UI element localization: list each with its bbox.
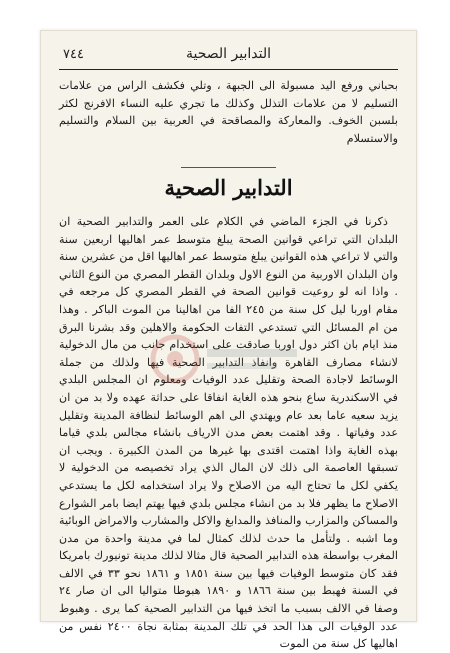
document-page [40,30,417,651]
section-divider [181,167,276,168]
main-paragraph: ذكرنا في الجزء الماضي في الكلام على العمر والتدابير الصحية ان البلدان التي تراعي قوانين الصحة يبلغ متوسط عمر اهاليها اربعين سنة والتي لا تراعي هذه القوانين يبلغ متوسط عمر اهاليها اقل من عشرين سنة وان البلدان الاوربية من النوع الاول وبلدان القطر المصري من النوع الثاني . واذا انه لو روعيت قوانين الصحة في القطر المصري كل مرجعه في مقام اوربا ليل كل سنة من ٢٤٥ الفا من اهالينا من الموت الباكر . وهذا من ام المسائل التي تستدعي التفات الحكومة والاهلين وقد بشرنا البرق منذ ايام بان اكثر دول اوربا صادقت على استخدام جانب من مال الدخولية لانشاء مصارف القاهرة وانفاذ التدابير الصحية فيها ولذلك من جملة الوسائط لاجادة الصحة وتقليل عدد الوفيات ومعلوم ان المجلس البلدي في الاسكندرية ساع بنحو هذه الغاية انفاقا على حداثة عهده ولا بد من ان يزيد سعيه عاما بعد عام ويهتدي الى اهم الوسائط لنظافة المدينة وتقليل عدد وفياتها . وقد اهتمت بعض مدن الارياف بانشاء مجالس بلدي قياما بهذه الغاية واذا اهتمت اقتدى بها غيرها من المدن الكبيرة . ويجب ان تسبقها العاصمة الى ذلك لان المال الذي يراد تخصيصه من الدخولية لا يكفي لكل ما تحتاج اليه من الاصلاح ولا يراد استخدامه لكل ما يستدعي الاصلاح ما يظهر فلا بد من انشاء مجلس بلدي فيها يهتم ايضا بامر الشوارع والمساكن والمزارب والمنافذ والمدابغ والاكل والمشارب والامراض الوبائية وما اشبه . ولتأمل ما حدث لذلك كمثال لما في مدينة واحدة من مدن المغرب بواسطة هذه التدابير الصحية قال مثالا لذلك مدينة تونيورك بامريكا فقد كان متوسط الوفيات فيها بين سنة ١٨٥١ و ١٨٦١ نحو ٣٣ في الالف في السنة فهبط بين سنة ١٨٦٦ و ١٨٩٠ هبوطا متواليا الى ان صار ٢٤ وصفا في الالف بسبب ما اتخذ فيها من التدابير الصحية كما يرى . وهبوط عدد الوفيات الى هذا الحد في تلك المدينة بمثابة نجاة ٢٤٠٠ نفس من اهاليها كل سنة من الموت [59,215,399,651]
section-heading: التدابير الصحية [164,175,293,200]
page-header [59,43,398,70]
running-title: التدابير الصحية [186,46,271,62]
page-number: ٧٤٤ [63,47,84,62]
top-paragraph: بحباني ورفع اليد مسبولة الى الجبهة ، وتلي فكشف الراس من علامات التسليم لا من علامات التذلل وكذلك ما تجري عليه النساء الافرنج لكثر بلسبن الخوف. والمعاركة والمصاقحة في العربية بين السلام والتسليم والاستسلام [59,79,398,145]
